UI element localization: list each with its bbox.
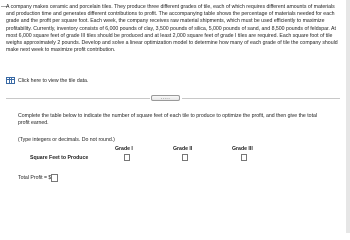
grade-3-square-feet-input[interactable] xyxy=(241,154,247,161)
left-edge-marker: — xyxy=(1,4,7,10)
column-header-grade-2: Grade II xyxy=(173,146,193,152)
tile-data-link[interactable] xyxy=(6,76,88,85)
question-instruction: Complete the table below to indicate the number of square feet of each tile to produce to optimize the profit, and then give the total profit earned. xyxy=(18,113,318,127)
section-divider-right xyxy=(182,98,340,99)
tile-data-link-label[interactable]: Click here to view the tile data. xyxy=(18,77,89,84)
column-header-grade-1: Grade I xyxy=(115,146,133,152)
column-header-grade-3: Grade III xyxy=(232,146,253,152)
grade-1-square-feet-input[interactable] xyxy=(124,154,130,161)
expand-button[interactable]: ..... xyxy=(151,95,180,101)
total-profit-input[interactable] xyxy=(51,174,58,182)
answer-format-note: (Type integers or decimals. Do not round.) xyxy=(18,137,115,143)
total-profit-label: Total Profit = $ xyxy=(18,175,52,181)
problem-statement: A company makes ceramic and porcelain tiles. They produce three different grades of tile, each of which requires different amounts of materials and production time and generates different contributions to profit. The accompanying table shows the percentage of materials needed for each grade and the profit per square foot. Each week, the company receives raw material shipments, which must be used efficiently to maximize profitability. Currently, inventory consists of 6,000 pounds of clay, 3,500 pounds of silica, 5,000 pounds of sand, and 8,500 pounds of feldspar. At most 6,000 square feet of grade III tiles should be produced and at least 2,000 square feet of grade I tiles are required. Each square foot of tile weighs approximately 2 pounds. Develop and solve a linear optimization model to determine how many of each grade of tile the company should make next week to maximize profit contribution. xyxy=(6,4,338,54)
row-label-square-feet: Square Feet to Produce xyxy=(30,155,89,161)
grade-2-square-feet-input[interactable] xyxy=(182,154,188,161)
table-icon[interactable] xyxy=(6,77,15,84)
section-divider-left xyxy=(6,98,150,99)
scrollbar-track[interactable] xyxy=(346,0,350,233)
